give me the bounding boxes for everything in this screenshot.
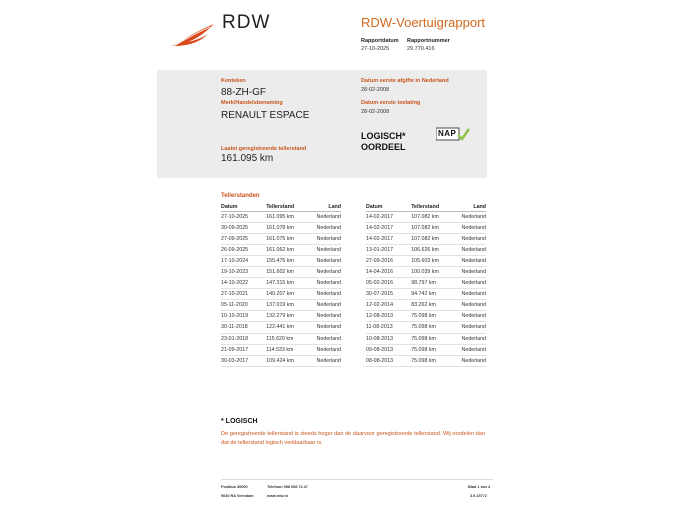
header-country: Land	[454, 202, 486, 212]
reading-km: 115.620 km	[266, 333, 309, 344]
reading-date: 05-02-2016	[366, 278, 411, 289]
reading-km: 94.742 km	[411, 289, 454, 300]
table-row	[221, 212, 341, 223]
reading-date: 30-09-2025	[221, 223, 266, 234]
footer-page: Blad 1 van 4	[468, 485, 491, 489]
reading-country: Nederland	[454, 322, 486, 333]
reading-km: 106.626 km	[411, 245, 454, 256]
reading-country: Nederland	[309, 333, 341, 344]
table-row	[366, 333, 486, 344]
reading-km: 109.424 km	[266, 355, 309, 366]
reading-country: Nederland	[454, 245, 486, 256]
reading-date: 21-09-2017	[221, 344, 266, 355]
reading-km: 75.098 km	[411, 333, 454, 344]
reading-date: 08-08-2013	[366, 355, 411, 366]
nap-badge	[436, 127, 470, 141]
vehicle-summary-panel	[157, 70, 487, 178]
readings-table-left	[221, 202, 341, 367]
reading-km: 161.095 km	[266, 212, 309, 223]
report-date-label: Rapportdatum	[361, 38, 399, 44]
report-date: 27-10-2025	[361, 46, 390, 52]
reading-date: 30-11-2018	[221, 322, 266, 333]
table-row	[221, 256, 341, 267]
table-row	[221, 223, 341, 234]
reading-km: 75.098 km	[411, 311, 454, 322]
reading-date: 27-09-2016	[366, 256, 411, 267]
header-date: Datum	[366, 202, 411, 212]
table-row	[221, 278, 341, 289]
table-row	[221, 234, 341, 245]
reading-date: 30-07-2015	[366, 289, 411, 300]
reading-km: 147.315 km	[266, 278, 309, 289]
first-admission-label: Datum eerste toelating	[361, 100, 421, 106]
table-row	[221, 322, 341, 333]
table-row	[366, 267, 486, 278]
reading-date: 12-08-2013	[366, 311, 411, 322]
table-row	[366, 300, 486, 311]
table-row	[221, 289, 341, 300]
logo-text: RDW	[222, 12, 271, 33]
table-row	[366, 256, 486, 267]
table-row	[366, 322, 486, 333]
reading-country: Nederland	[454, 223, 486, 234]
reading-date: 19-10-2023	[221, 267, 266, 278]
reading-country: Nederland	[309, 355, 341, 366]
reading-date: 17-10-2024	[221, 256, 266, 267]
reading-km: 132.279 km	[266, 311, 309, 322]
reading-country: Nederland	[454, 256, 486, 267]
footer-version: 3.0.15772	[470, 494, 487, 498]
note-title: * LOGISCH	[221, 418, 258, 425]
readings-table-right	[366, 202, 486, 367]
reading-km: 161.078 km	[266, 223, 309, 234]
reading-date: 14-02-2017	[366, 212, 411, 223]
reading-km: 75.098 km	[411, 355, 454, 366]
table-row	[221, 311, 341, 322]
reading-country: Nederland	[309, 256, 341, 267]
header-km: Tellerstand	[411, 202, 454, 212]
reading-km: 161.062 km	[266, 245, 309, 256]
note-text: De geregistreerde tellerstand is steeds hoger dan de daarvoor geregistreerde tellerstand. Wij oordelen dan dat de tellerstand logisch verklaarbaar is.	[221, 431, 485, 446]
reading-date: 23-01-2018	[221, 333, 266, 344]
make-label: Merk/Handelsbenaming	[221, 100, 283, 106]
reading-km: 107.082 km	[411, 212, 454, 223]
table-row	[366, 212, 486, 223]
rdw-logo	[170, 22, 216, 48]
reading-country: Nederland	[309, 322, 341, 333]
reading-km: 75.098 km	[411, 344, 454, 355]
first-nl-value: 28-02-2008	[361, 87, 390, 93]
reading-date: 10-10-2019	[221, 311, 266, 322]
table-row	[221, 300, 341, 311]
table-row	[221, 333, 341, 344]
table-row	[221, 267, 341, 278]
footer-divider	[221, 479, 493, 480]
reading-date: 26-09-2025	[221, 245, 266, 256]
plate-value: 88-ZH-GF	[221, 87, 266, 98]
reading-date: 12-02-2014	[366, 300, 411, 311]
reading-km: 105.603 km	[411, 256, 454, 267]
report-number: 29.770.416	[407, 46, 435, 52]
first-admission-value: 28-02-2008	[361, 109, 390, 115]
reading-km: 137.019 km	[266, 300, 309, 311]
reading-country: Nederland	[454, 300, 486, 311]
reading-country: Nederland	[454, 333, 486, 344]
reading-date: 27-10-2025	[221, 212, 266, 223]
verdict-line1: LOGISCH*	[361, 131, 406, 141]
reading-date: 10-08-2013	[366, 333, 411, 344]
odometer-value: 161.095 km	[221, 153, 274, 164]
reading-date: 14-02-2017	[366, 223, 411, 234]
reading-country: Nederland	[454, 289, 486, 300]
reading-date: 09-08-2013	[366, 344, 411, 355]
reading-country: Nederland	[309, 311, 341, 322]
table-row	[366, 245, 486, 256]
header-km: Tellerstand	[266, 202, 309, 212]
reading-km: 107.082 km	[411, 234, 454, 245]
reading-km: 114.533 km	[266, 344, 309, 355]
table-row	[221, 245, 341, 256]
reading-country: Nederland	[309, 344, 341, 355]
make-value: RENAULT ESPACE	[221, 110, 310, 121]
reading-date: 27-10-2021	[221, 289, 266, 300]
reading-country: Nederland	[309, 234, 341, 245]
reading-km: 75.098 km	[411, 322, 454, 333]
reading-country: Nederland	[309, 267, 341, 278]
reading-country: Nederland	[309, 245, 341, 256]
table-row	[366, 311, 486, 322]
table-row	[366, 355, 486, 366]
footer-address: 9640 RA Veendam	[221, 494, 254, 498]
reading-date: 14-02-2017	[366, 234, 411, 245]
header-date: Datum	[221, 202, 266, 212]
reading-country: Nederland	[454, 344, 486, 355]
odometer-label: Laatst geregistreerde tellerstand	[221, 146, 307, 152]
reading-country: Nederland	[454, 355, 486, 366]
footer-phone: Telefoon 088 008 74 47	[267, 485, 308, 489]
table-row	[366, 344, 486, 355]
reading-km: 98.797 km	[411, 278, 454, 289]
reading-country: Nederland	[309, 223, 341, 234]
table-row	[221, 344, 341, 355]
reading-date: 14-04-2016	[366, 267, 411, 278]
reading-date: 30-03-2017	[221, 355, 266, 366]
reading-km: 140.207 km	[266, 289, 309, 300]
reading-km: 155.475 km	[266, 256, 309, 267]
readings-title: Tellerstanden	[221, 193, 260, 199]
footer-website[interactable]: www.rdw.nl	[267, 494, 288, 498]
reading-country: Nederland	[454, 267, 486, 278]
reading-km: 83.262 km	[411, 300, 454, 311]
report-title: RDW-Voertuigrapport	[361, 15, 486, 30]
reading-km: 107.082 km	[411, 223, 454, 234]
reading-km: 161.075 km	[266, 234, 309, 245]
reading-country: Nederland	[454, 234, 486, 245]
reading-date: 13-01-2017	[366, 245, 411, 256]
reading-country: Nederland	[309, 300, 341, 311]
reading-country: Nederland	[309, 278, 341, 289]
table-row	[221, 355, 341, 366]
reading-km: 100.039 km	[411, 267, 454, 278]
header-country: Land	[309, 202, 341, 212]
footer-postbus: Postbus 30000	[221, 485, 248, 489]
reading-country: Nederland	[454, 212, 486, 223]
reading-country: Nederland	[454, 278, 486, 289]
reading-km: 151.602 km	[266, 267, 309, 278]
reading-date: 05-11-2020	[221, 300, 266, 311]
nap-text: NAP	[438, 129, 457, 138]
table-row	[366, 289, 486, 300]
table-row	[366, 223, 486, 234]
reading-country: Nederland	[309, 289, 341, 300]
verdict-line2: OORDEEL	[361, 142, 406, 152]
rdw-feather-logo-icon	[170, 22, 216, 48]
reading-date: 14-10-2022	[221, 278, 266, 289]
table-header-row	[366, 202, 486, 212]
reading-country: Nederland	[454, 311, 486, 322]
report-number-label: Rapportnummer	[407, 38, 450, 44]
table-row	[366, 278, 486, 289]
reading-date: 11-08-2013	[366, 322, 411, 333]
table-header-row	[221, 202, 341, 212]
reading-country: Nederland	[309, 212, 341, 223]
reading-date: 27-09-2025	[221, 234, 266, 245]
table-row	[366, 234, 486, 245]
reading-km: 122.441 km	[266, 322, 309, 333]
plate-label: Kenteken	[221, 78, 246, 84]
first-nl-label: Datum eerste afgifte in Nederland	[361, 78, 449, 84]
